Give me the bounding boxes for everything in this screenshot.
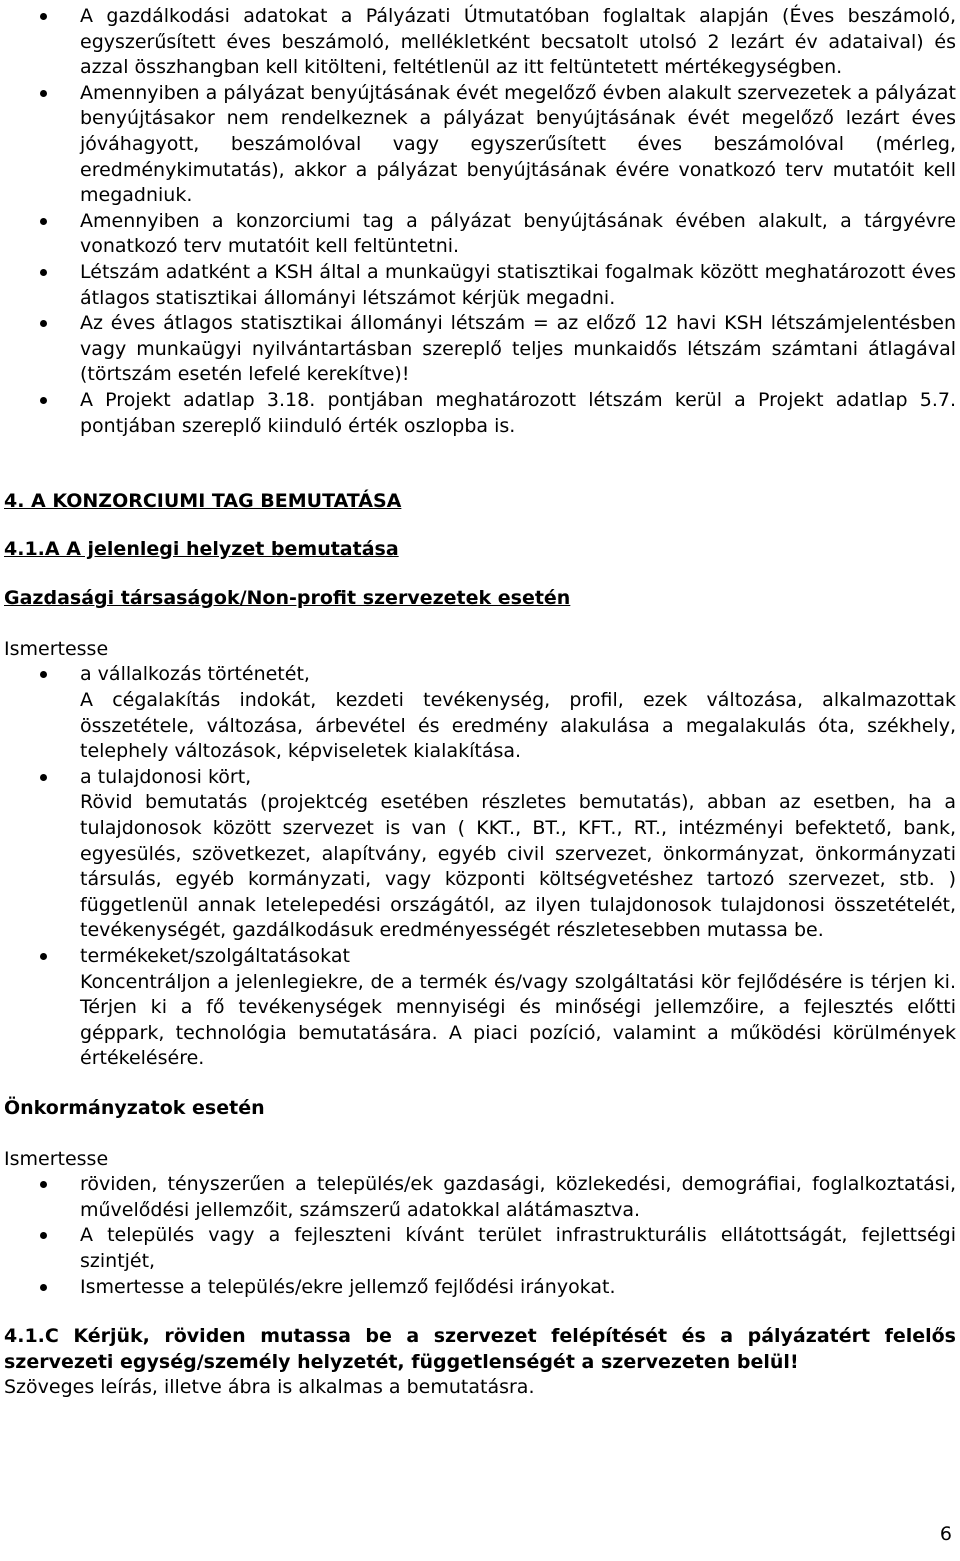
list-item: röviden, tényszerűen a település/ek gazdasági, közlekedési, demográfiai, foglalkoztatási, művelődési jellemzőit, számszerű adatokkal alátámasztva.: [4, 1172, 956, 1223]
list-item: A gazdálkodási adatokat a Pályázati Útmutatóban foglaltak alapján (Éves beszámoló, egyszerűsített éves beszámoló, mellékletként becsatolt utolsó 2 lezárt év adataival) és azzal összhangban kell kitölteni, feltétlenül az itt feltüntetett mértékegységben.: [4, 4, 956, 81]
bullet-icon: [40, 1181, 47, 1188]
bullet-icon: [40, 953, 47, 960]
list-item: A Projekt adatlap 3.18. pontjában meghatározott létszám kerül a Projekt adatlap 5.7. pontjában szereplő kiinduló érték oszlopba is.: [4, 388, 956, 439]
gazdasagi-list: [4, 662, 956, 1072]
list-item: termékeket/szolgáltatásokat Koncentráljon a jelenlegiekre, de a termék és/vagy szolgáltatási kör fejlődésére is térjen ki. Térjen ki a fő tevékenységek mennyiségi és minőségi jellemzőire, a fejlesztés előtti géppark, technológia bemutatására. A piaci pozíció, valamint a működési körülmények értékelésére.: [4, 944, 956, 1072]
bullet-icon: [40, 13, 47, 20]
section-heading-4-1-a: 4.1.A A jelenlegi helyzet bemutatása: [4, 537, 399, 560]
ismertesse-label: Ismertesse: [4, 1147, 109, 1170]
bullet-icon: [40, 1284, 47, 1291]
onkormanyzat-list: [4, 1172, 956, 1300]
subheading-gazdasagi: Gazdasági társaságok/Non-profit szervezetek esetén: [4, 587, 571, 610]
bullet-icon: [40, 269, 47, 276]
ismertesse-label: Ismertesse: [4, 637, 109, 660]
list-item: Amennyiben a pályázat benyújtásának évét megelőző évben alakult szervezetek a pályázat benyújtásakor nem rendelkeznek a pályázat benyújtásának évét megelőző lezárt éves jóváhagyott, beszámolóval vagy egyszerűsített éves beszámolóval (mérleg, eredménykimutatás), akkor a pályázat benyújtásának évére vonatkozó terv mutatóit kell megadniuk.: [4, 81, 956, 209]
list-item: Létszám adatként a KSH által a munkaügyi statisztikai fogalmak között meghatározott éves átlagos statisztikai állományi létszámot kérjük megadni.: [4, 260, 956, 311]
top-bullet-list: [4, 4, 956, 439]
bullet-icon: [40, 774, 47, 781]
list-item: Az éves átlagos statisztikai állományi létszám = az előző 12 havi KSH létszámjelentésben vagy munkaügyi nyilvántartásban szereplő teljes munkaidős létszám számtani átlagával (törtszám esetén lefelé kerekítve)!: [4, 311, 956, 388]
list-item: A település vagy a fejleszteni kívánt terület infrastrukturális ellátottságát, fejlettségi szintjét,: [4, 1223, 956, 1274]
bullet-icon: [40, 320, 47, 327]
subheading-onkormanyzat: Önkormányzatok esetén: [4, 1096, 265, 1119]
section-heading-4-1-c: 4.1.C Kérjük, röviden mutassa be a szervezet felépítését és a pályázatért felelős szervezeti egység/személy helyzetét, függetlenségét a szervezeten belül!: [4, 1325, 956, 1373]
list-item: Ismertesse a település/ekre jellemző fejlődési irányokat.: [4, 1275, 956, 1301]
list-item: a tulajdonosi kört, Rövid bemutatás (projektcég esetében részletes bemutatás), abban az esetben, ha a tulajdonosok között szervezet is van ( KKT., BT., KFT., RT., intézményi befektető, bank, egyesülés, szövetkezet, alapítvány, egyéb civil szervezet, önkormányzat, önkormányzati társulás, egyéb kormányzati, vagy központi költségvetéshez tartozó szervezet, stb. ) függetlenül annak letelepedési országától, az ilyen tulajdonosok tulajdonosi összetételét, tevékenységét, gazdálkodásuk eredményességét részletesebben mutassa be.: [4, 765, 956, 944]
list-item: Amennyiben a konzorciumi tag a pályázat benyújtásának évében alakult, a tárgyévre vonatkozó terv mutatóit kell feltüntetni.: [4, 209, 956, 260]
list-item: a vállalkozás történetét, A cégalakítás indokát, kezdeti tevékenység, profil, ezek változása, alkalmazottak összetétele, változása, árbevétel és eredmény alakulása a megalakulás óta, székhely, telephely változások, képviseletek kialakítása.: [4, 662, 956, 764]
bullet-icon: [40, 90, 47, 97]
bullet-icon: [40, 397, 47, 404]
page-number: 6: [939, 1523, 952, 1545]
section-heading-4: 4. A KONZORCIUMI TAG BEMUTATÁSA: [4, 490, 402, 513]
final-paragraph: Szöveges leírás, illetve ábra is alkalmas a bemutatásra.: [4, 1376, 535, 1399]
bullet-icon: [40, 218, 47, 225]
document-page: [4, 4, 956, 1401]
bullet-icon: [40, 1232, 47, 1239]
bullet-icon: [40, 671, 47, 678]
